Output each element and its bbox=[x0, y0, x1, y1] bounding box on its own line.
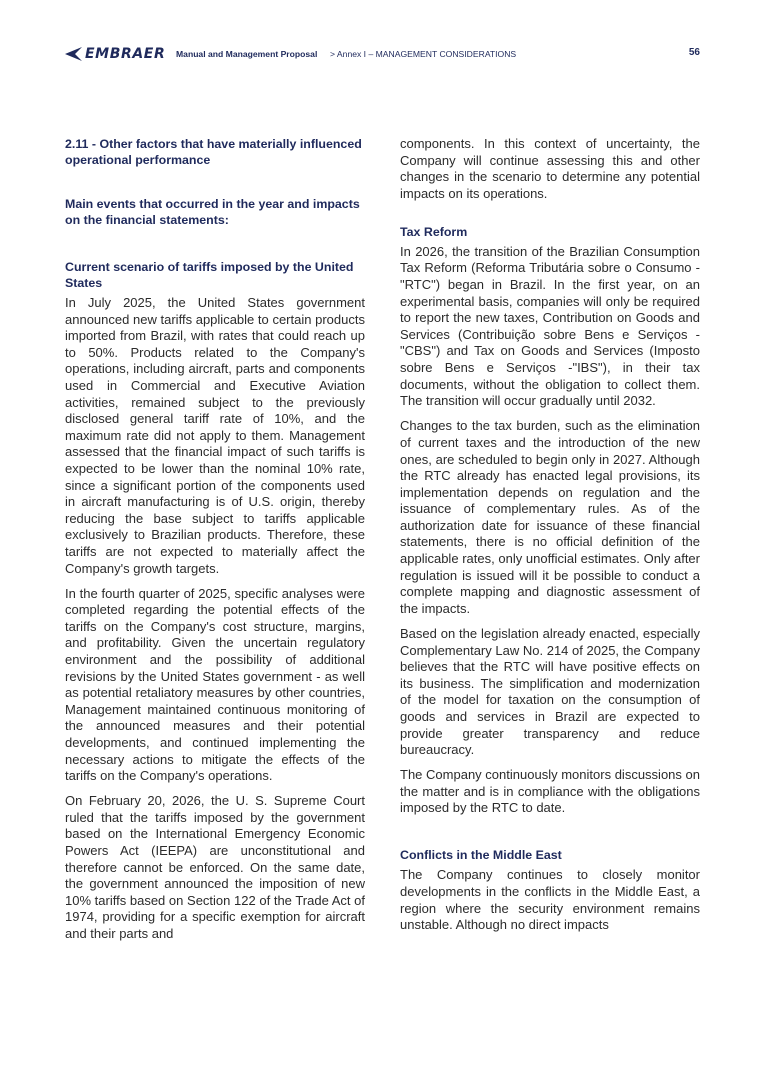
embraer-logo bbox=[64, 44, 165, 64]
right-column bbox=[400, 136, 700, 942]
embraer-wing-icon bbox=[64, 46, 83, 62]
paragraph: In July 2025, the United States government announced new tariffs applicable to certain products imported from Brazil, with rates that could reach up to 50%. Products related to the Company's operations, including aircraft, parts and components used in Commercial and Executive Aviation activities, remained subject to the previously disclosed general tariff rate of 10%, and the maximum rate did not apply to them. Management assessed that the financial impact of such tariffs is expected to be lower than the nominal 10% rate, since a significant portion of the components used in aircraft manufacturing is of U.S. origin, thereby reducing the base subject to tariffs applicable exclusively to Brazilian products. Therefore, these tariffs are not expected to materially affect the Company's growth targets. bbox=[65, 295, 365, 576]
document-title: Manual and Management Proposal bbox=[176, 49, 318, 59]
left-column bbox=[65, 136, 365, 951]
paragraph: The Company continues to closely monitor developments in the conflicts in the Middle East, a region where the security environment remains unstable. Although no direct impacts bbox=[400, 867, 700, 933]
page-number: 56 bbox=[688, 47, 700, 58]
paragraph: The Company continuously monitors discussions on the matter and is in compliance with the obligations imposed by the RTC to date. bbox=[400, 767, 700, 816]
topic-title-middle-east: Conflicts in the Middle East bbox=[400, 848, 562, 863]
logo-text: EMBRAER bbox=[85, 46, 166, 62]
section-title: 2.11 - Other factors that have materially influenced operational performance bbox=[65, 137, 362, 167]
paragraph: On February 20, 2026, the U. S. Supreme Court ruled that the tariffs imposed by the government based on the International Emergency Economic Powers Act (IEEPA) are unconstitutional and therefore cannot be enforced. On the same date, the government announced the imposition of new 10% tariffs based on Section 122 of the Trade Act of 1974, providing for a specific exemption for aircraft and their parts and bbox=[65, 793, 365, 941]
breadcrumb: > Annex I – MANAGEMENT CONSIDERATIONS bbox=[330, 49, 517, 59]
page-header bbox=[64, 44, 700, 66]
paragraph: Based on the legislation already enacted, especially Complementary Law No. 214 of 2025, the Company believes that the RTC will have positive effects on its business. The simplification and modernization of the model for taxation on the consumption of goods and services in Brazil are expected to provide greater transparency and reduce bureaucracy. bbox=[400, 625, 700, 758]
section-subtitle: Main events that occurred in the year and impacts on the financial statements: bbox=[65, 197, 360, 227]
paragraph: components. In this context of uncertainty, the Company will continue assessing this and other changes in the scenario to determine any potential impacts on its operations. bbox=[400, 136, 700, 201]
paragraph: Changes to the tax burden, such as the elimination of current taxes and the introduction of the new ones, are scheduled to begin only in 2027. Although the RTC already has enacted legal provisions, its implementation depends on regulation and the issuance of complementary rules. As of the authorization date for issuance of these financial statements, there is no official definition of the applicable rates, only unofficial estimates. Only after regulation is issued will it be possible to conduct a complete mapping and diagnostic assessment of the impacts. bbox=[400, 418, 700, 616]
topic-title-tariffs: Current scenario of tariffs imposed by the United States bbox=[65, 260, 354, 290]
topic-title-tax-reform: Tax Reform bbox=[400, 224, 468, 239]
paragraph: In the fourth quarter of 2025, specific analyses were completed regarding the potential effects of the tariffs on the Company's cost structure, margins, and profitability. Given the uncertain regulatory environment and the possibility of additional revisions by the United States government - as well as potential retaliatory measures by other countries, Management maintained continuous monitoring of the announced measures and their potential developments, and continued implementing the necessary actions to mitigate the effects of the tariffs on the Company's operations. bbox=[65, 585, 365, 784]
paragraph: In 2026, the transition of the Brazilian Consumption Tax Reform (Reforma Tributária sobre o Consumo - "RTC") began in Brazil. In the first year, on an experimental basis, companies will only be required to report the new taxes, Contribution on Goods and Services (Contribuição sobre Bens e Serviços - "CBS") and Tax on Goods and Services (Imposto sobre Bens e Serviços -"IBS"), in their tax documents, without the obligation to collect them. The transition will occur gradually until 2032. bbox=[400, 243, 700, 409]
